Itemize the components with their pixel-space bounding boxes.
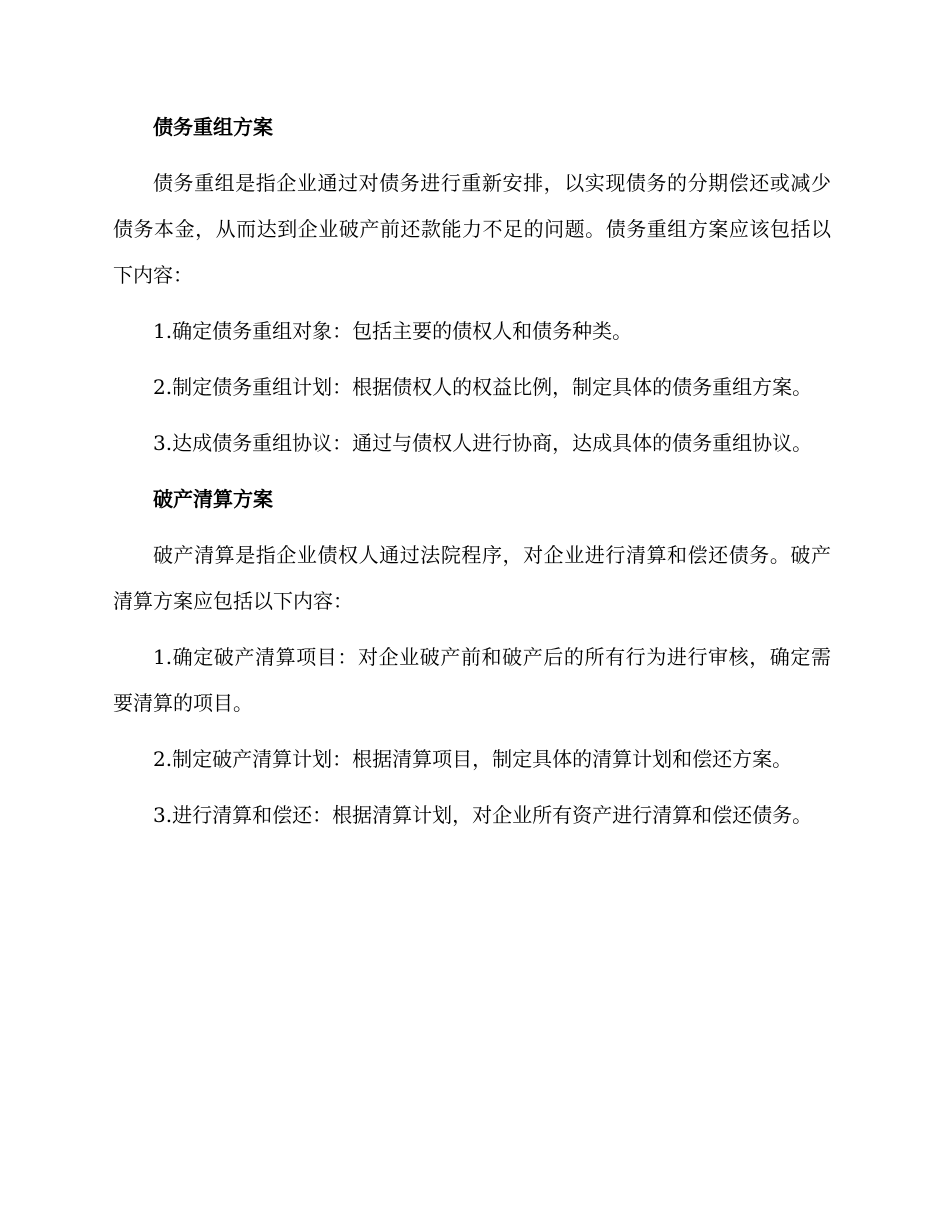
section-heading: 破产清算方案 — [153, 487, 273, 511]
list-item: 2.制定破产清算计划：根据清算项目，制定具体的清算计划和偿还方案。 — [153, 747, 793, 771]
list-item: 3.达成债务重组协议：通过与债权人进行协商，达成具体的债务重组协议。 — [153, 431, 813, 455]
list-item: 1.确定债务重组对象：包括主要的债权人和债务种类。 — [153, 319, 633, 343]
list-item: 2.制定债务重组计划：根据债权人的权益比例，制定具体的债务重组方案。 — [153, 375, 813, 399]
document-page — [113, 104, 831, 848]
list-item: 3.进行清算和偿还：根据清算计划，对企业所有资产进行清算和偿还债务。 — [153, 803, 813, 827]
section-heading: 债务重组方案 — [153, 115, 273, 139]
section-debt-restructuring — [113, 104, 831, 466]
section-bankruptcy-liquidation — [113, 476, 831, 838]
paragraph: 破产清算是指企业债权人通过法院程序，对企业进行清算和偿还债务。破产清算方案应包括以下内容： — [113, 543, 831, 613]
list-item: 1.确定破产清算项目：对企业破产前和破产后的所有行为进行审核，确定需要清算的项目。 — [113, 645, 831, 715]
paragraph: 债务重组是指企业通过对债务进行重新安排，以实现债务的分期偿还或减少债务本金，从而达到企业破产前还款能力不足的问题。债务重组方案应该包括以下内容： — [113, 171, 831, 287]
